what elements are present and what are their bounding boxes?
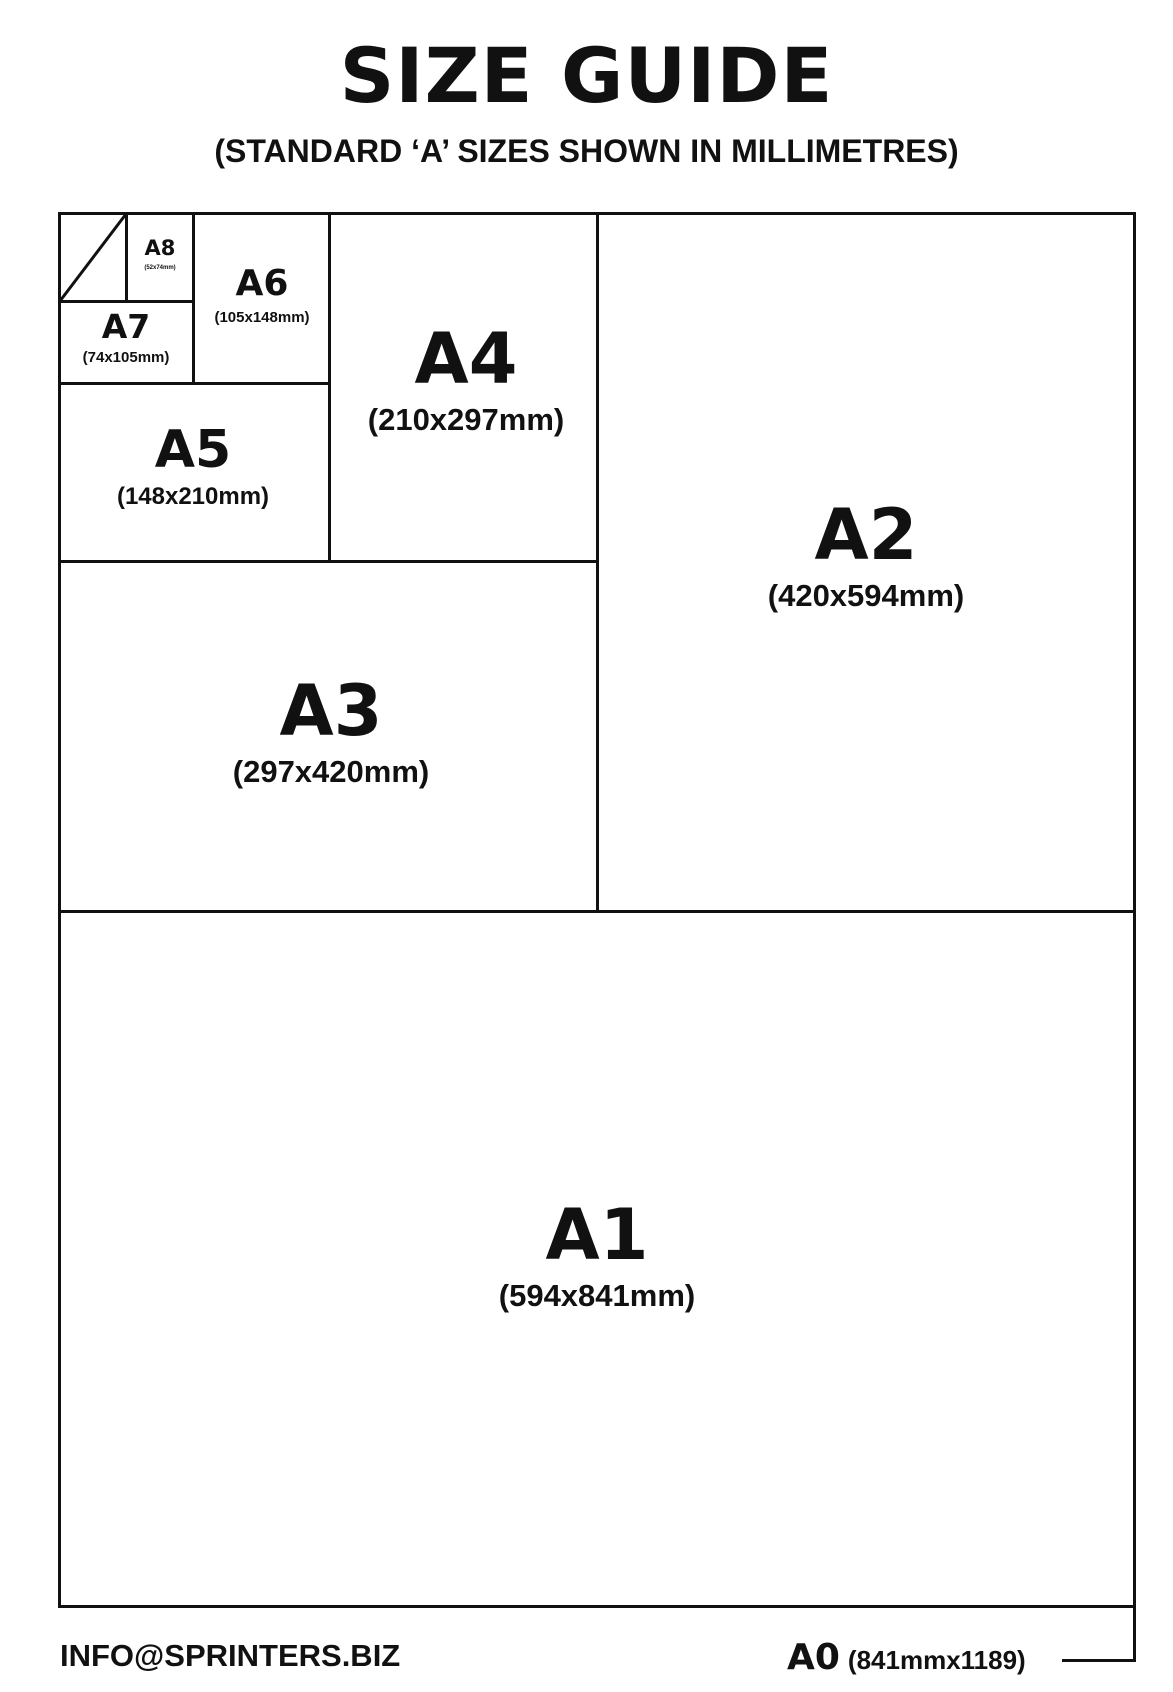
- a1-dims: (594x841mm): [498, 1278, 696, 1313]
- page-subtitle: (STANDARD ‘A’ SIZES SHOWN IN MILLIMETRES): [214, 133, 959, 169]
- a7-name: A7: [101, 307, 151, 346]
- a1-label: [498, 1194, 696, 1313]
- a4-dims: (210x297mm): [367, 402, 565, 437]
- page-title: SIZE GUIDE: [339, 31, 834, 120]
- a7-dims: (74x105mm): [82, 349, 170, 366]
- a8-dims: (52x74mm): [144, 265, 176, 271]
- a5-label: [116, 420, 270, 510]
- a6-label: [214, 263, 310, 326]
- a6-name: A6: [235, 263, 289, 304]
- a4-label: [367, 318, 565, 437]
- a0-leader-line: [1062, 1659, 1136, 1662]
- a5-name: A5: [154, 420, 232, 480]
- contact-email: INFO@SPRINTERS.BIZ: [60, 1638, 401, 1673]
- a3-dims: (297x420mm): [232, 754, 430, 789]
- a4-name: A4: [414, 318, 518, 400]
- a0-dims: (841mmx1189): [847, 1645, 1026, 1675]
- a7-label: [82, 307, 170, 366]
- a3-name: A3: [279, 670, 383, 752]
- a5-dims: (148x210mm): [116, 483, 270, 510]
- a6-dims: (105x148mm): [214, 309, 310, 326]
- smaller-sizes-diagonal: [58, 212, 128, 303]
- a0-name: A0: [787, 1637, 840, 1678]
- a8-name: A8: [144, 236, 176, 260]
- a0-label: [787, 1637, 1026, 1678]
- a8-label: [144, 238, 175, 271]
- a2-name: A2: [814, 494, 918, 576]
- a2-label: [767, 494, 965, 613]
- a3-label: [232, 670, 430, 789]
- a2-dims: (420x594mm): [767, 578, 965, 613]
- a1-name: A1: [545, 1194, 649, 1276]
- a0-leader-connector: [1133, 1605, 1136, 1662]
